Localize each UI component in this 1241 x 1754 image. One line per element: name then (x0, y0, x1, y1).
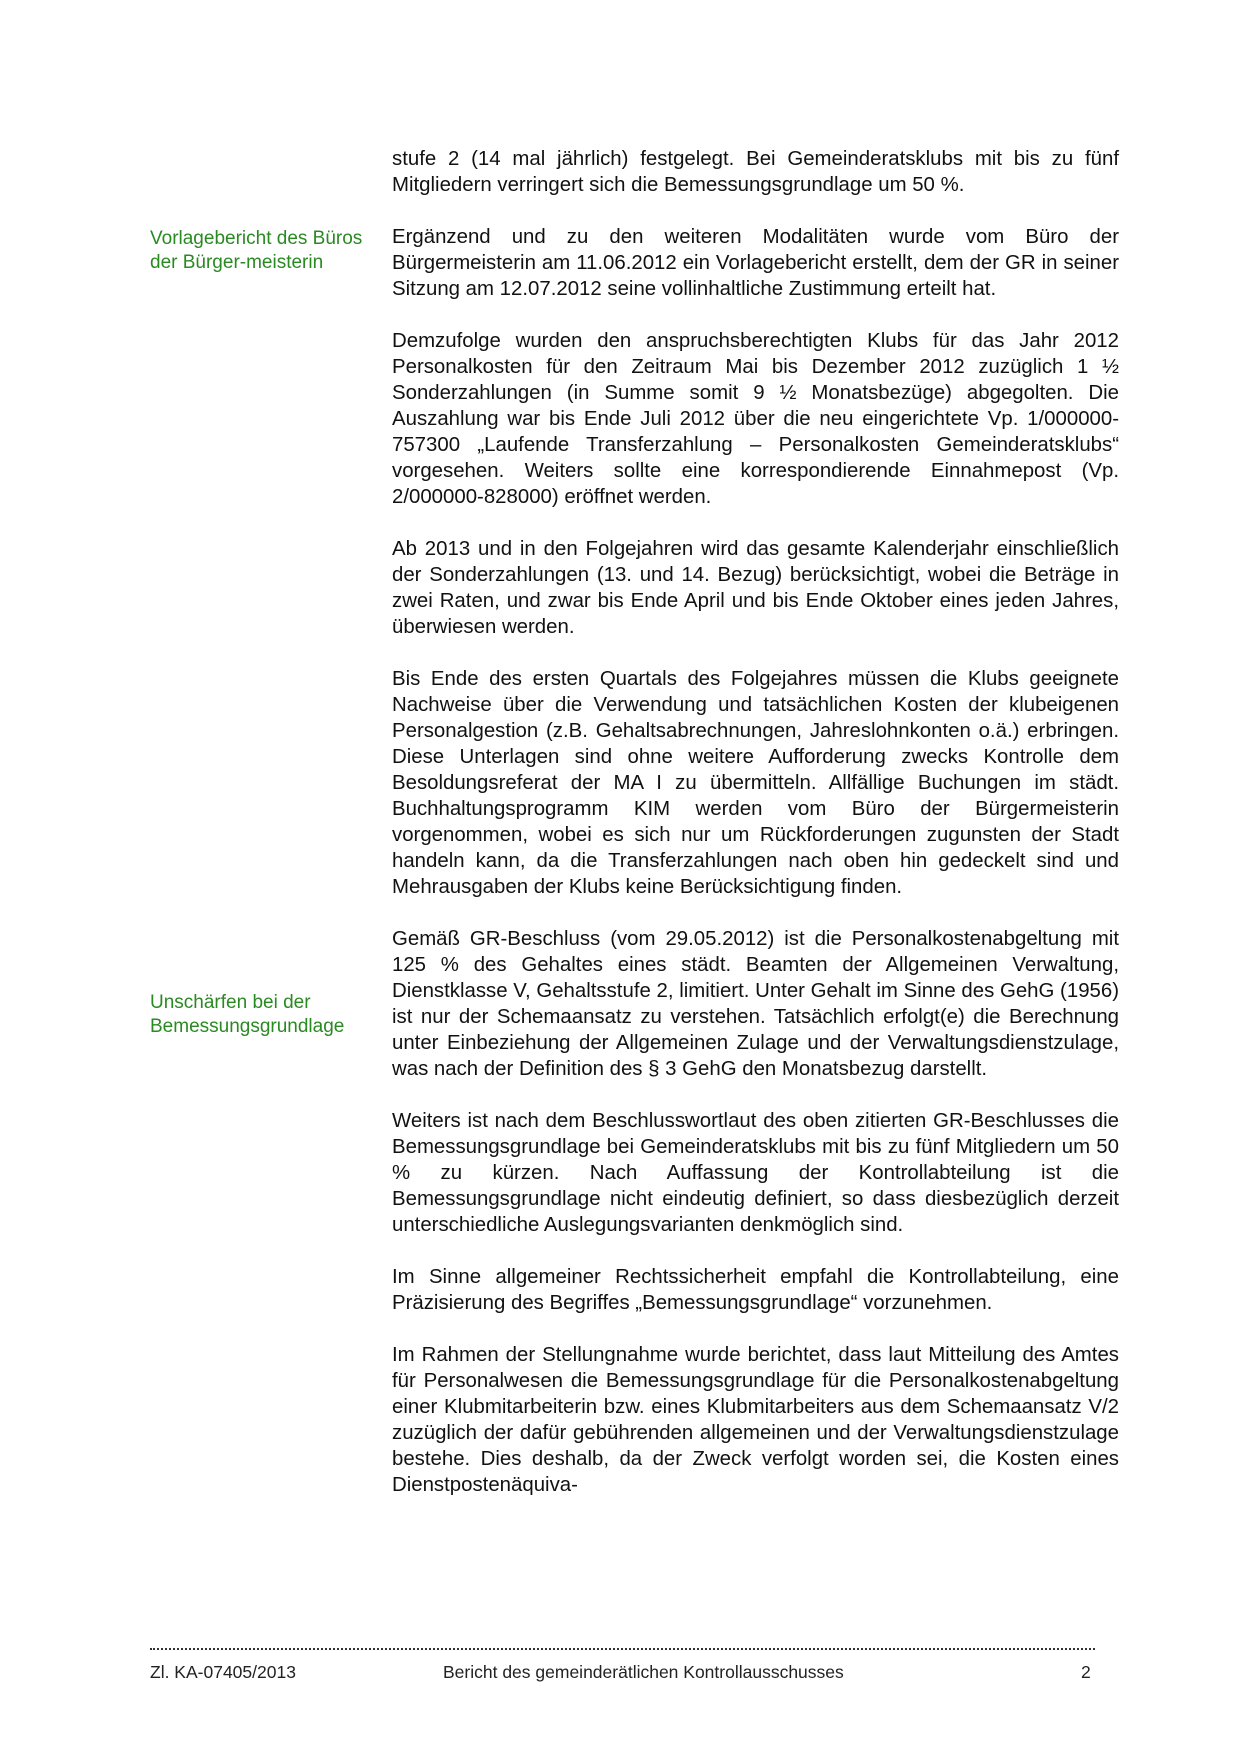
paragraph: Weiters ist nach dem Beschlusswortlaut des oben zitierten GR-Beschlusses die Bemessungsgrundlage bei Gemeinderatsklubs mit bis zu fünf Mitgliedern um 50 % zu kürzen. Nach Auffassung der Kontrollabteilung ist die Bemessungsgrundlage nicht eindeutig definiert, so dass diesbezüglich derzeit unterschiedliche Auslegungsvarianten denkmöglich sind. (392, 1110, 1119, 1236)
footer-reference: Zl. KA-07405/2013 (150, 1662, 296, 1682)
paragraph: Ab 2013 und in den Folgejahren wird das gesamte Kalenderjahr einschließlich der Sonderzahlungen (13. und 14. Bezug) berücksichtigt, wobei die Beträge in zwei Raten, und zwar bis Ende April und bis Ende Oktober eines jeden Jahres, überwiesen werden. (392, 538, 1119, 638)
footer-divider (150, 1648, 1095, 1650)
paragraph: stufe 2 (14 mal jährlich) festgelegt. Bei Gemeinderatsklubs mit bis zu fünf Mitgliedern verringert sich die Bemessungsgrundlage um 50 %. (392, 148, 1119, 196)
body-text (392, 146, 1119, 1498)
margin-note-vorlagebericht: Vorlagebericht des Büros der Bürger-meisterin (150, 228, 363, 273)
paragraph: Im Sinne allgemeiner Rechtssicherheit empfahl die Kontrollabteilung, eine Präzisierung des Begriffes „Bemessungsgrundlage“ vorzunehmen. (392, 1266, 1119, 1314)
page-number: 2 (1081, 1662, 1091, 1682)
footer-title: Bericht des gemeinderätlichen Kontrollausschusses (443, 1662, 844, 1682)
paragraph: Im Rahmen der Stellungnahme wurde berichtet, dass laut Mitteilung des Amtes für Personalwesen die Bemessungsgrundlage für die Personalkostenabgeltung einer Klubmitarbeiterin bzw. eines Klubmitarbeiters aus dem Schemaansatz V/2 zuzüglich der dafür gebührenden allgemeinen und der Verwaltungsdienstzulage bestehe. Dies deshalb, da der Zweck verfolgt worden sei, die Kosten eines Dienstpostenäquiva- (392, 1344, 1119, 1496)
paragraph: Ergänzend und zu den weiteren Modalitäten wurde vom Büro der Bürgermeisterin am 11.06.2012 ein Vorlagebericht erstellt, dem der GR in seiner Sitzung am 12.07.2012 seine vollinhaltliche Zustimmung erteilt hat. (392, 226, 1119, 300)
paragraph: Demzufolge wurden den anspruchsberechtigten Klubs für das Jahr 2012 Personalkosten für den Zeitraum Mai bis Dezember 2012 zuzüglich 1 ½ Sonderzahlungen (in Summe somit 9 ½ Monatsbezüge) abgegolten. Die Auszahlung war bis Ende Juli 2012 über die neu eingerichtete Vp. 1/000000-757300 „Laufende Transferzahlung – Personalkosten Gemeinderatsklubs“ vorgesehen. Weiters sollte eine korrespondierende Einnahmepost (Vp. 2/000000-828000) eröffnet werden. (392, 330, 1119, 508)
margin-note-unschaerfen: Unschärfen bei der Bemessungsgrundlage (150, 992, 345, 1037)
paragraph: Gemäß GR-Beschluss (vom 29.05.2012) ist die Personalkostenabgeltung mit 125 % des Gehaltes eines städt. Beamten der Allgemeinen Verwaltung, Dienstklasse V, Gehaltsstufe 2, limitiert. Unter Gehalt im Sinne des GehG (1956) ist nur der Schemaansatz zu verstehen. Tatsächlich erfolgt(e) die Berechnung unter Einbeziehung der Allgemeinen Zulage und der Verwaltungsdienstzulage, was nach der Definition des § 3 GehG den Monatsbezug darstellt. (392, 928, 1119, 1080)
paragraph: Bis Ende des ersten Quartals des Folgejahres müssen die Klubs geeignete Nachweise über die Verwendung und tatsächlichen Kosten der klubeigenen Personalgestion (z.B. Gehaltsabrechnungen, Jahreslohnkonten o.ä.) erbringen. Diese Unterlagen sind ohne weitere Aufforderung zwecks Kontrolle dem Besoldungsreferat der MA I zu übermitteln. Allfällige Buchungen im städt. Buchhaltungsprogramm KIM werden vom Büro der Bürgermeisterin vorgenommen, wobei es sich nur um Rückforderungen zugunsten der Stadt handeln kann, da die Transferzahlungen nach oben hin gedeckelt sind und Mehrausgaben der Klubs keine Berücksichtigung finden. (392, 668, 1119, 898)
